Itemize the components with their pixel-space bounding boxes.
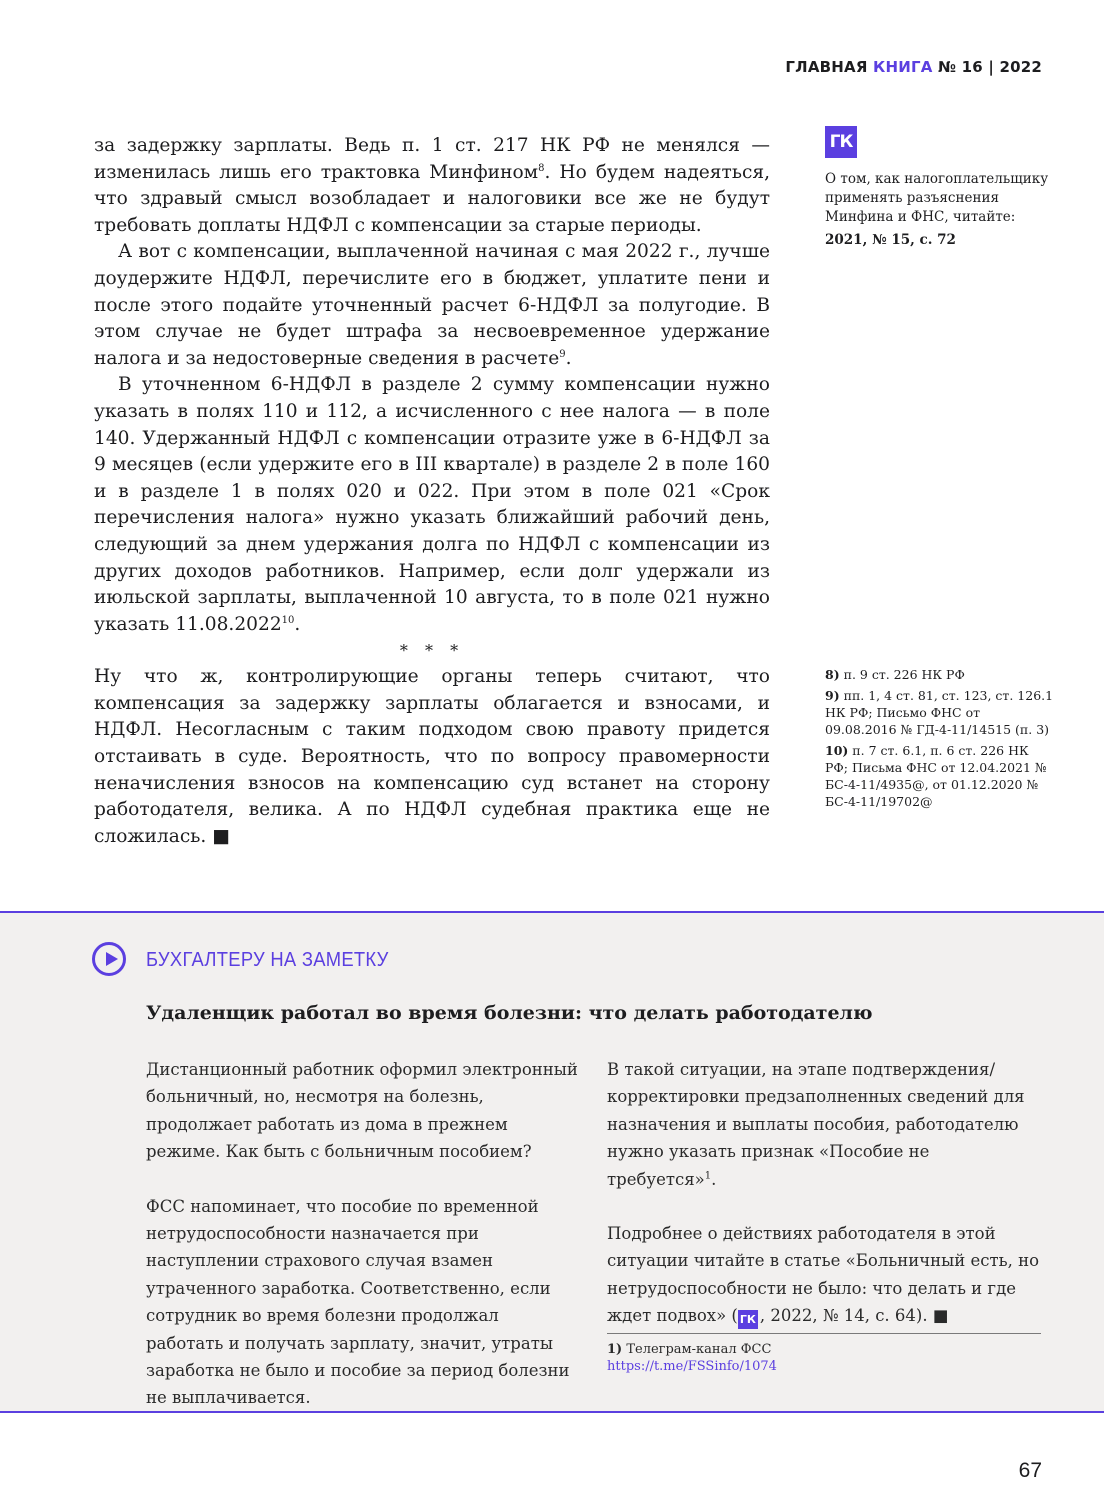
footnote-ref[interactable]: 10	[281, 614, 295, 626]
magazine-header	[785, 58, 1042, 76]
issue-number: № 16 | 2022	[932, 58, 1042, 76]
gk-logo-icon: ГК	[825, 126, 857, 158]
promo-footnote: 1) Телеграм-канал ФСС https://t.me/FSSinfo/1074	[607, 1342, 777, 1374]
promo-left-column	[146, 1056, 578, 1439]
footnote: 10) п. 7 ст. 6.1, п. 6 ст. 226 НК РФ; Письма ФНС от 12.04.2021 № БС-4-11/4935@, от 01.12.2020 № БС-4-11/19702@	[825, 743, 1047, 809]
paragraph: Дистанционный работник оформил электронный больничный, но, несмотря на болезнь, продолжает работать из дома в прежнем режиме. Как быть с больничным пособием?	[146, 1060, 578, 1162]
paragraph: ФСС напоминает, что пособие по временной нетрудоспособности назначается при наступлении страхового случая взамен утраченного заработка. Соответственно, если сотрудник во время болезни продолжал работать и получать зарплату, значит, утраты заработка не было и пособие за период болезни не выплачивается.	[146, 1196, 570, 1408]
article-body	[94, 133, 770, 850]
magazine-name-accent: КНИГА	[873, 58, 933, 76]
accountant-note-box	[0, 911, 1104, 1413]
paragraph: Ну что ж, контролирующие органы теперь считают, что компенсация за задержку зарплаты облагается и взносами, и НДФЛ. Несогласным с таким подходом свою правоту придется отстаивать в суде. Вероятность, что по вопросу правомерности неначисления взносов на компенсацию суд встанет на сторону работодателя, велика. А по НДФЛ судебная практика еще не сложилась. ■	[94, 666, 770, 847]
footnote: 9) пп. 1, 4 ст. 81, ст. 123, ст. 126.1 НК РФ; Письмо ФНС от 09.08.2016 № ГД-4-11/14515 (п. 3)	[825, 688, 1054, 737]
gk-logo-icon: ГК	[738, 1310, 758, 1329]
sidenote-reference[interactable]: 2021, № 15, с. 72	[825, 232, 956, 248]
footnote: 8) п. 9 ст. 226 НК РФ	[825, 667, 965, 682]
magazine-name: ГЛАВНАЯ	[785, 58, 868, 76]
footnote-divider	[607, 1333, 1041, 1334]
footnote-ref[interactable]: 8	[538, 162, 545, 174]
sidenote-text: О том, как налогоплательщику применять разъяснения Минфина и ФНС, читайте:	[825, 171, 1049, 225]
section-separator: * * *	[399, 641, 465, 661]
paragraph: В уточненном 6-НДФЛ в разделе 2 сумму компенсации нужно указать в полях 110 и 112, а исчисленного с нее налога — в поле 140. Удержанный НДФЛ с компенсации отразите уже в 6-НДФЛ за 9 месяцев (если удержите его в III квартале) в разделе 2 в поле 160 и в разделе 1 в полях 020 и 022. При этом в поле 021 «Срок перечисления налога» нужно указать ближайший рабочий день, следующий за днем удержания долга по НДФЛ с компенсации из других доходов работников. Например, если долг удержали из июльской зарплаты, выплаченной 10 августа, то в поле 021 нужно указать 11.08.2022$^{10}$.	[94, 374, 770, 635]
page-number: 67	[1018, 1459, 1042, 1482]
paragraph: за задержку зарплаты. Ведь п. 1 ст. 217 НК РФ не менялся — изменилась лишь его трактовка Минфином$^8$. Но будем надеяться, что здравый смысл возобладает и налоговики все же не будут требовать доплаты НДФЛ с компенсации за старые периоды.	[94, 135, 770, 236]
play-icon	[92, 942, 126, 976]
paragraph: В такой ситуации, на этапе подтверждения/корректировки предзаполненных сведений для назначения и выплаты пособия, работодателю нужно указать признак «Пособие не требуется»$^1$.	[607, 1060, 1025, 1189]
footnote-link[interactable]: https://t.me/FSSinfo/1074	[607, 1359, 777, 1374]
footnotes	[825, 666, 1055, 814]
end-mark-icon: ■	[212, 825, 230, 847]
promo-right-column	[607, 1056, 1041, 1357]
paragraph: А вот с компенсации, выплаченной начиная с мая 2022 г., лучше доудержите НДФЛ, перечислите его в бюджет, уплатите пени и после этого подайте уточненный расчет 6-НДФЛ за полугодие. В этом случае не будет штрафа за несвоевременное удержание налога и за недостоверные сведения в расчете$^9$.	[94, 241, 770, 369]
promo-title: Удаленщик работал во время болезни: что делать работодателю	[146, 1002, 873, 1024]
footnote-ref[interactable]: 9	[559, 348, 566, 360]
paragraph: Подробнее о действиях работодателя в этой ситуации читайте в статье «Больничный есть, но нетрудоспособности не было: что делать и где ждет подвох» ( ГК , 2022, № 14, с. 64). ■	[607, 1220, 1041, 1330]
sidenote	[825, 126, 1050, 250]
end-mark-icon: ■	[932, 1306, 949, 1326]
promo-label: БУХГАЛТЕРУ НА ЗАМЕТКУ	[146, 949, 389, 971]
footnote-ref[interactable]: 1	[704, 1170, 712, 1182]
